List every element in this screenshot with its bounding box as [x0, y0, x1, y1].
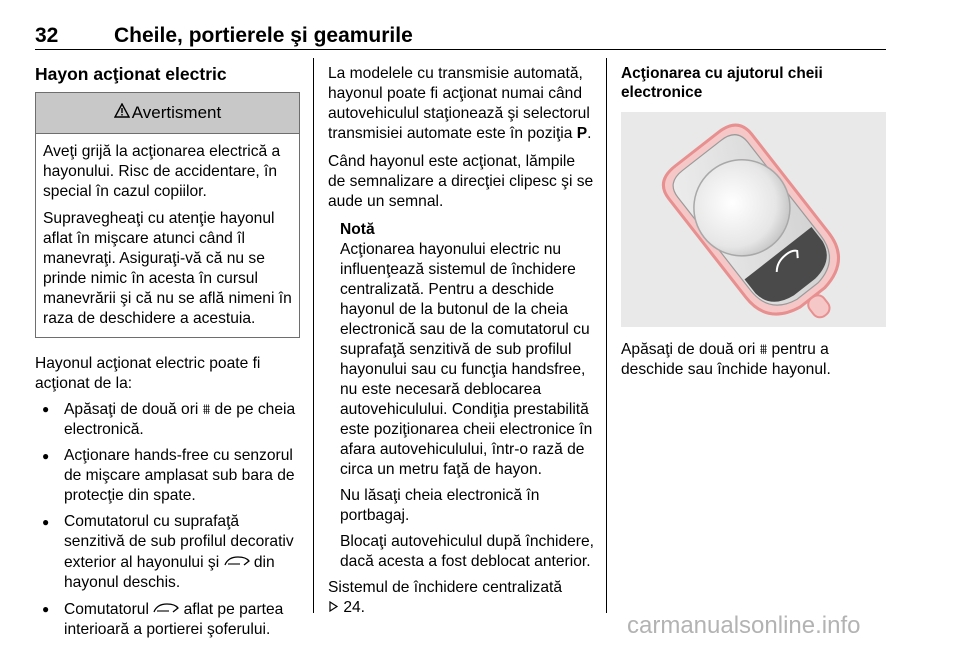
- watermark: carmanualsonline.info: [627, 612, 861, 639]
- list-item-text: din hayonul deschis.: [64, 554, 275, 591]
- warning-header: [36, 93, 299, 134]
- warning-paragraph-1: Aveţi grijă la acţionarea electrică a hayonului. Risc de accidentare, în special în cazul copiilor.: [43, 143, 281, 200]
- page-reference[interactable]: 24.: [339, 599, 366, 616]
- tailgate-icon: ⩩: [202, 401, 211, 417]
- list-item-text: de pe cheia electronică.: [64, 401, 296, 438]
- column-divider-2: [606, 58, 607, 613]
- note-paragraph-2: Nu lăsaţi cheia electronică în portbagaj.: [340, 487, 540, 524]
- list-item: ● Acţionare hands-free cu senzorul de mişcare amplasat sub bara de protecţie din spate.: [35, 446, 300, 506]
- warning-triangle-icon: [114, 103, 130, 123]
- operation-list: [35, 399, 300, 640]
- paragraph-text: La modelele cu transmisie automată, hayonul poate fi acţionat numai când autovehiculul staţionează şi selectorul transmisiei automate este în poziţia: [328, 65, 590, 142]
- intro-paragraph: Hayonul acţionat electric poate fi acţionat de la:: [35, 355, 261, 392]
- subsection-title: Acţionarea cu ajutorul cheii electronice: [621, 65, 823, 101]
- paragraph-text: .: [587, 125, 592, 142]
- chapter-title: Cheile, portierele şi geamurile: [114, 24, 413, 47]
- list-item-text: aflat pe partea interioară a portierei şoferului.: [64, 601, 284, 638]
- warning-body: [36, 134, 299, 337]
- central-locking-paragraph: [328, 578, 596, 618]
- warning-box: [35, 92, 300, 338]
- tailgate-switch-icon: [153, 601, 179, 617]
- reference-arrow-icon[interactable]: [328, 599, 339, 616]
- list-item-text: Comutatorul cu suprafaţă senzitivă de sub profilul decorativ exterior al hayonului şi: [64, 513, 294, 571]
- column-left: [35, 64, 300, 646]
- paragraph-text: Apăsaţi de două ori: [621, 341, 760, 358]
- warning-paragraph-2: Supravegheaţi cu atenţie hayonul aflat în mişcare atunci când îl manevraţi. Asiguraţi-vă că nu se prinde nimic în acesta în cursul manevrării şi că nu se află nimeni în raza de deschidere a acestuia.: [43, 210, 292, 327]
- note-block: [328, 220, 596, 572]
- list-item-text: Comutatorul: [64, 601, 154, 618]
- warning-title: Avertisment: [131, 103, 222, 122]
- gear-position: P: [576, 125, 588, 142]
- column-middle: [328, 64, 596, 618]
- page-number: 32: [35, 24, 59, 47]
- tailgate-switch-icon: [224, 554, 250, 570]
- section-title: Hayon acţionat electric: [35, 64, 227, 84]
- page-header: [35, 24, 886, 52]
- paragraph-text: pentru a deschide sau închide hayonul.: [621, 341, 831, 378]
- list-item: [35, 399, 300, 440]
- list-item: [35, 599, 300, 640]
- note-paragraph-1: Acţionarea hayonului electric nu influenţează sistemul de închidere centralizată. Pentru a deschide hayonul de la butonul de la cheia electronică sau de la comutatorul cu suprafaţă senzitivă de sub profilul hayonului sau cu funcţia handsfree, nu este necesară deblocarea autovehiculului. Condiţia prestabilită este poziţionarea cheii electronice în afara autovehiculului, într-o rază de circa un metru faţă de hayon.: [340, 241, 593, 478]
- list-item-text: Apăsaţi de două ori: [64, 401, 203, 418]
- signal-paragraph: Când hayonul este acţionat, lămpile de semnalizare a direcţiei clipesc şi se aude un semnal.: [328, 153, 594, 210]
- column-divider-1: [313, 58, 314, 613]
- key-fob-illustration: [621, 112, 886, 327]
- note-paragraph-3: Blocaţi autovehiculul după închidere, dacă acesta a fost deblocat anterior.: [340, 533, 594, 570]
- list-item: [35, 512, 300, 593]
- transmission-paragraph: [328, 64, 596, 144]
- note-title: Notă: [340, 221, 375, 238]
- paragraph-text: Sistemul de închidere centralizată: [328, 579, 563, 596]
- header-rule: [35, 49, 886, 50]
- column-right: [621, 64, 886, 380]
- caption-paragraph: [621, 339, 886, 380]
- tailgate-icon: ⩩: [759, 341, 768, 357]
